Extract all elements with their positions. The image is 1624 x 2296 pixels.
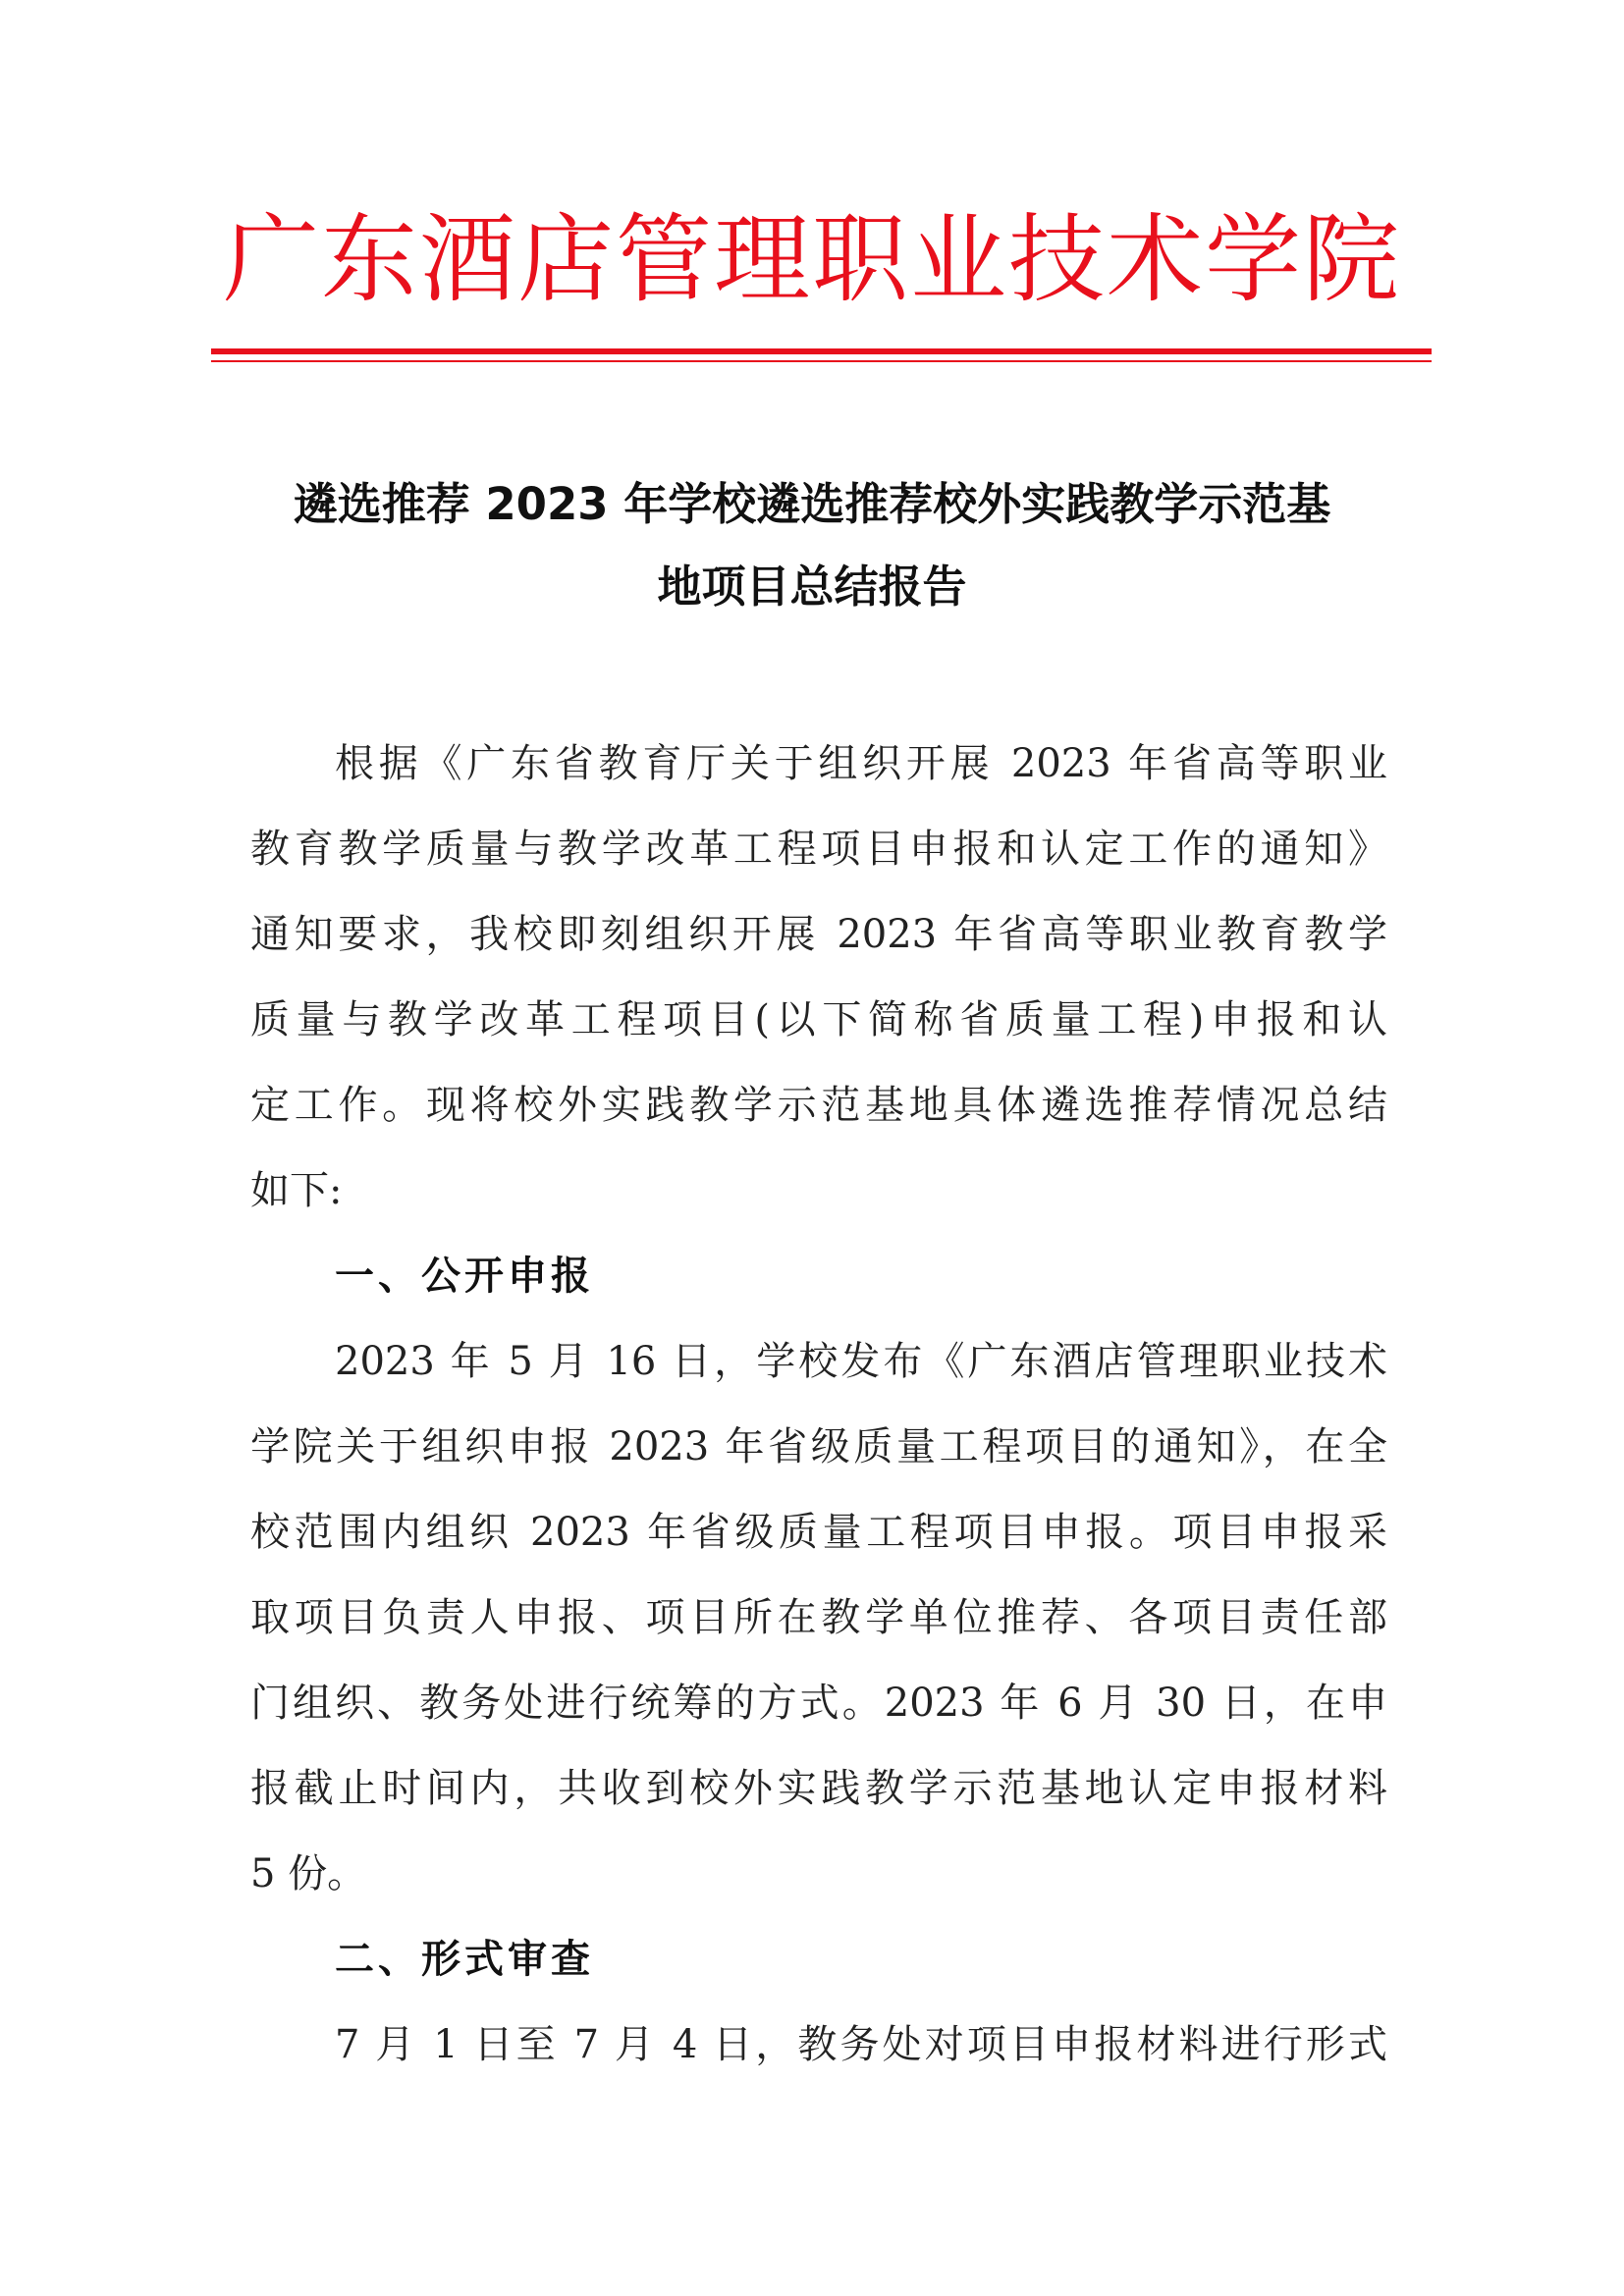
intro-line: 根据《广东省教育厅关于组织开展 2023 年省高等职业 — [335, 741, 1387, 786]
header-divider-thin — [211, 360, 1432, 362]
section1-line: 5 份。 — [250, 1851, 367, 1896]
section-heading-public-application: 一、公开申报 — [335, 1254, 594, 1299]
section1-line: 2023 年 5 月 16 日，学校发布《广东酒店管理职业技术 — [335, 1339, 1387, 1384]
section-heading-formal-review: 二、形式审查 — [335, 1937, 594, 1982]
document-title — [236, 463, 1388, 628]
intro-line: 通知要求，我校即刻组织开展 2023 年省高等职业教育教学 — [250, 912, 1387, 957]
section1-line: 取项目负责人申报、项目所在教学单位推荐、各项目责任部 — [250, 1595, 1387, 1640]
section1-line: 报截止时间内，共收到校外实践教学示范基地认定申报材料 — [250, 1766, 1387, 1811]
section1-line: 门组织、教务处进行统筹的方式。2023 年 6 月 30 日，在申 — [250, 1681, 1387, 1726]
section2-line: 7 月 1 日至 7 月 4 日，教务处对项目申报材料进行形式 — [335, 2022, 1387, 2067]
intro-line: 质量与教学改革工程项目(以下简称省质量工程)申报和认 — [250, 997, 1387, 1042]
header-divider-thick — [211, 348, 1432, 354]
document-title-line-1: 遴选推荐 2023 年学校遴选推荐校外实践教学示范基 — [293, 478, 1331, 530]
institution-name: 广东酒店管理职业技术学院 — [222, 204, 1401, 316]
document-title-line-2: 地项目总结报告 — [657, 561, 967, 613]
intro-line: 教育教学质量与教学改革工程项目申报和认定工作的通知》 — [250, 827, 1387, 872]
section1-line: 学院关于组织申报 2023 年省级质量工程项目的通知》，在全 — [250, 1424, 1387, 1469]
section1-line: 校范围内组织 2023 年省级质量工程项目申报。项目申报采 — [250, 1510, 1387, 1555]
intro-line: 定工作。现将校外实践教学示范基地具体遴选推荐情况总结 — [250, 1083, 1387, 1128]
document-body — [250, 721, 1387, 2088]
intro-line: 如下: — [250, 1168, 343, 1213]
